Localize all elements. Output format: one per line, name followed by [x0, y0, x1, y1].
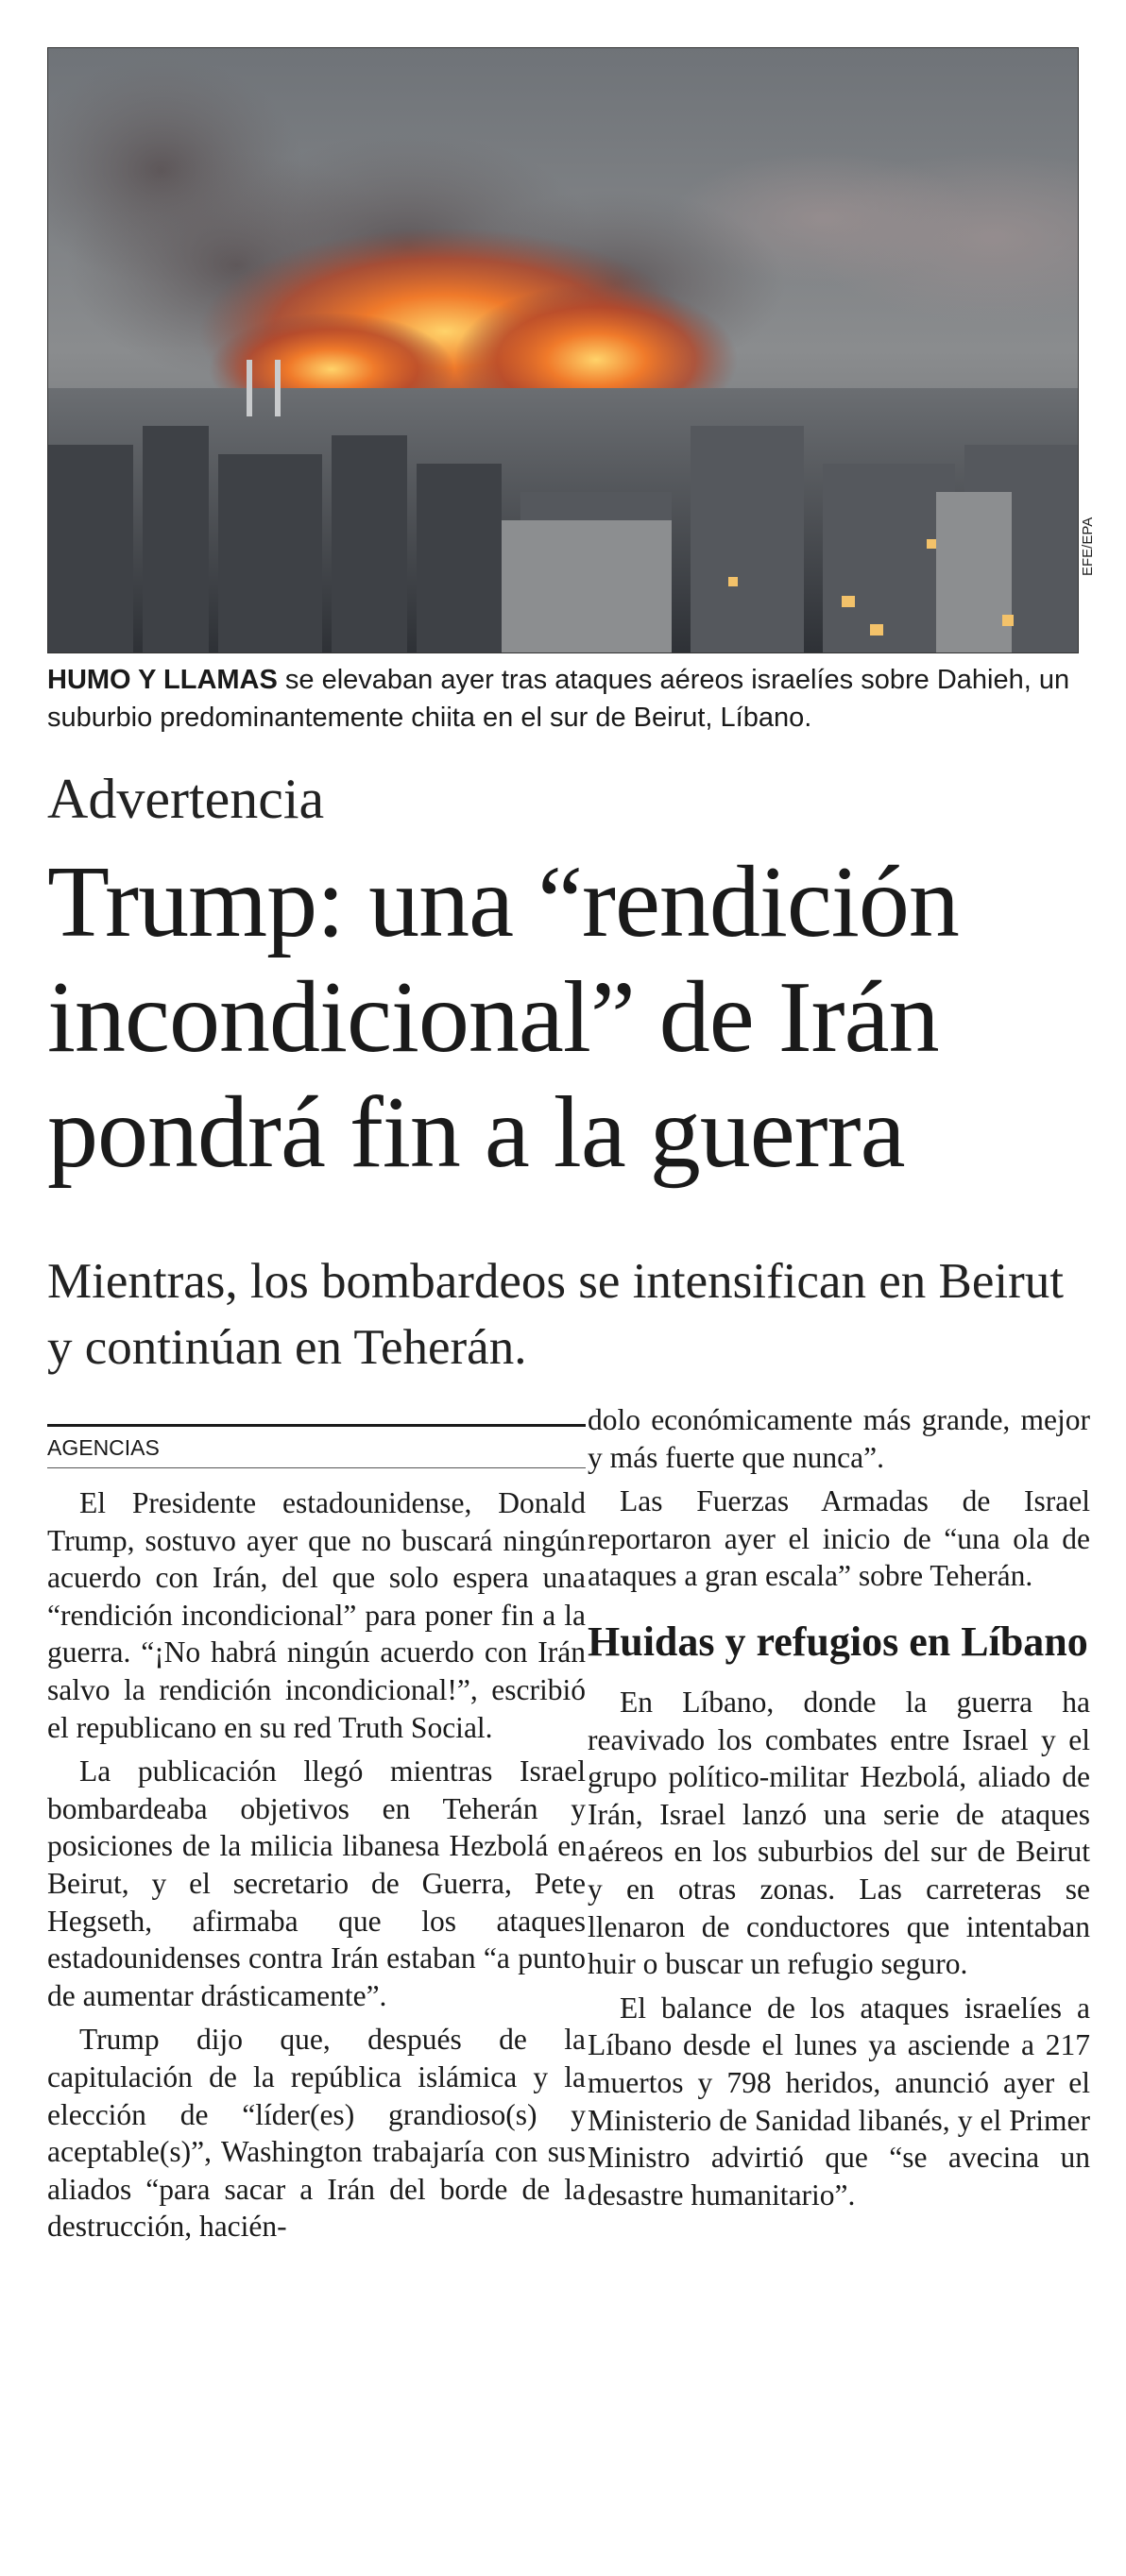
deck: Mientras, los bombardeos se intensifican en Beirut y continúan en Teherán.: [47, 1254, 1064, 1375]
byline-rule: [47, 1424, 586, 1427]
caption-lead: HUMO Y LLAMAS: [47, 665, 278, 695]
article-column-2: [588, 1401, 1090, 2220]
subhead: Huidas y refugios en Líbano: [588, 1618, 1088, 1665]
paragraph: Las Fuerzas Armadas de Israel reportaron ayer el inicio de “una ola de ataques a gran escala” sobre Teherán.: [588, 1484, 1090, 1593]
paragraph-continued: dolo económicamente más grande, mejor y más fuerte que nunca”.: [588, 1403, 1090, 1474]
paragraph: El balance de los ataques israelíes a Líbano desde el lunes ya asciende a 217 muertos y 798 heridos, anunció ayer el Ministerio de Sanidad libanés, y el Primer Ministro advirtió que “se avecina un desastre humanitario”.: [588, 1991, 1090, 2212]
photo-credit-text: EFE/EPA: [1080, 517, 1096, 576]
byline: AGENCIAS: [47, 1435, 160, 1460]
paragraph: La publicación llegó mientras Israel bombardeaba objetivos en Teherán y posiciones de la milicia libanesa Hezbolá en Beirut, y el secretario de Guerra, Pete Hegseth, afirmaba que los ataques estadounidenses contra Irán estaban “a punto de aumentar drásticamente”.: [47, 1754, 586, 2012]
paragraph: Trump dijo que, después de la capitulación de la república islámica y la elección de “líder(es) grandioso(s) y aceptable(s)”, Washington trabajaría con sus aliados “para sacar a Irán del borde de la destrucción, hacién-: [47, 2023, 586, 2244]
city-smoke-fire-photo: [48, 48, 1078, 652]
paragraph: El Presidente estadounidense, Donald Trump, sostuvo ayer que no buscará ningún acuerdo con Irán, del que solo espera una “rendición incondicional” para poner fin a la guerra. “¡No habrá ningún acuerdo con Irán salvo la rendición incondicional!”, escribió el republicano en su red Truth Social.: [47, 1486, 586, 1744]
article-column-1: [47, 1484, 586, 2252]
news-photo: [47, 47, 1079, 653]
paragraph: En Líbano, donde la guerra ha reavivado los combates entre Israel y el grupo político-militar Hezbolá, aliado de Irán, Israel lanzó una serie de ataques aéreos en los suburbios del sur de Beirut y en otras zonas. Las carreteras se llenaron de conductores que intentaban huir o buscar un refugio seguro.: [588, 1685, 1090, 1981]
byline-rule-bottom: [47, 1467, 586, 1468]
kicker: Advertencia: [47, 768, 325, 830]
photo-credit: [1079, 517, 1126, 576]
headline: Trump: una “rendición incondicional” de Irán pondrá fin a la guerra: [47, 846, 959, 1189]
caption-text: se elevaban ayer tras ataques aéreos israelíes sobre Dahieh, un suburbio predominantemente chiita en el sur de Beirut, Líbano.: [47, 665, 1070, 733]
photo-caption: [47, 661, 1086, 737]
